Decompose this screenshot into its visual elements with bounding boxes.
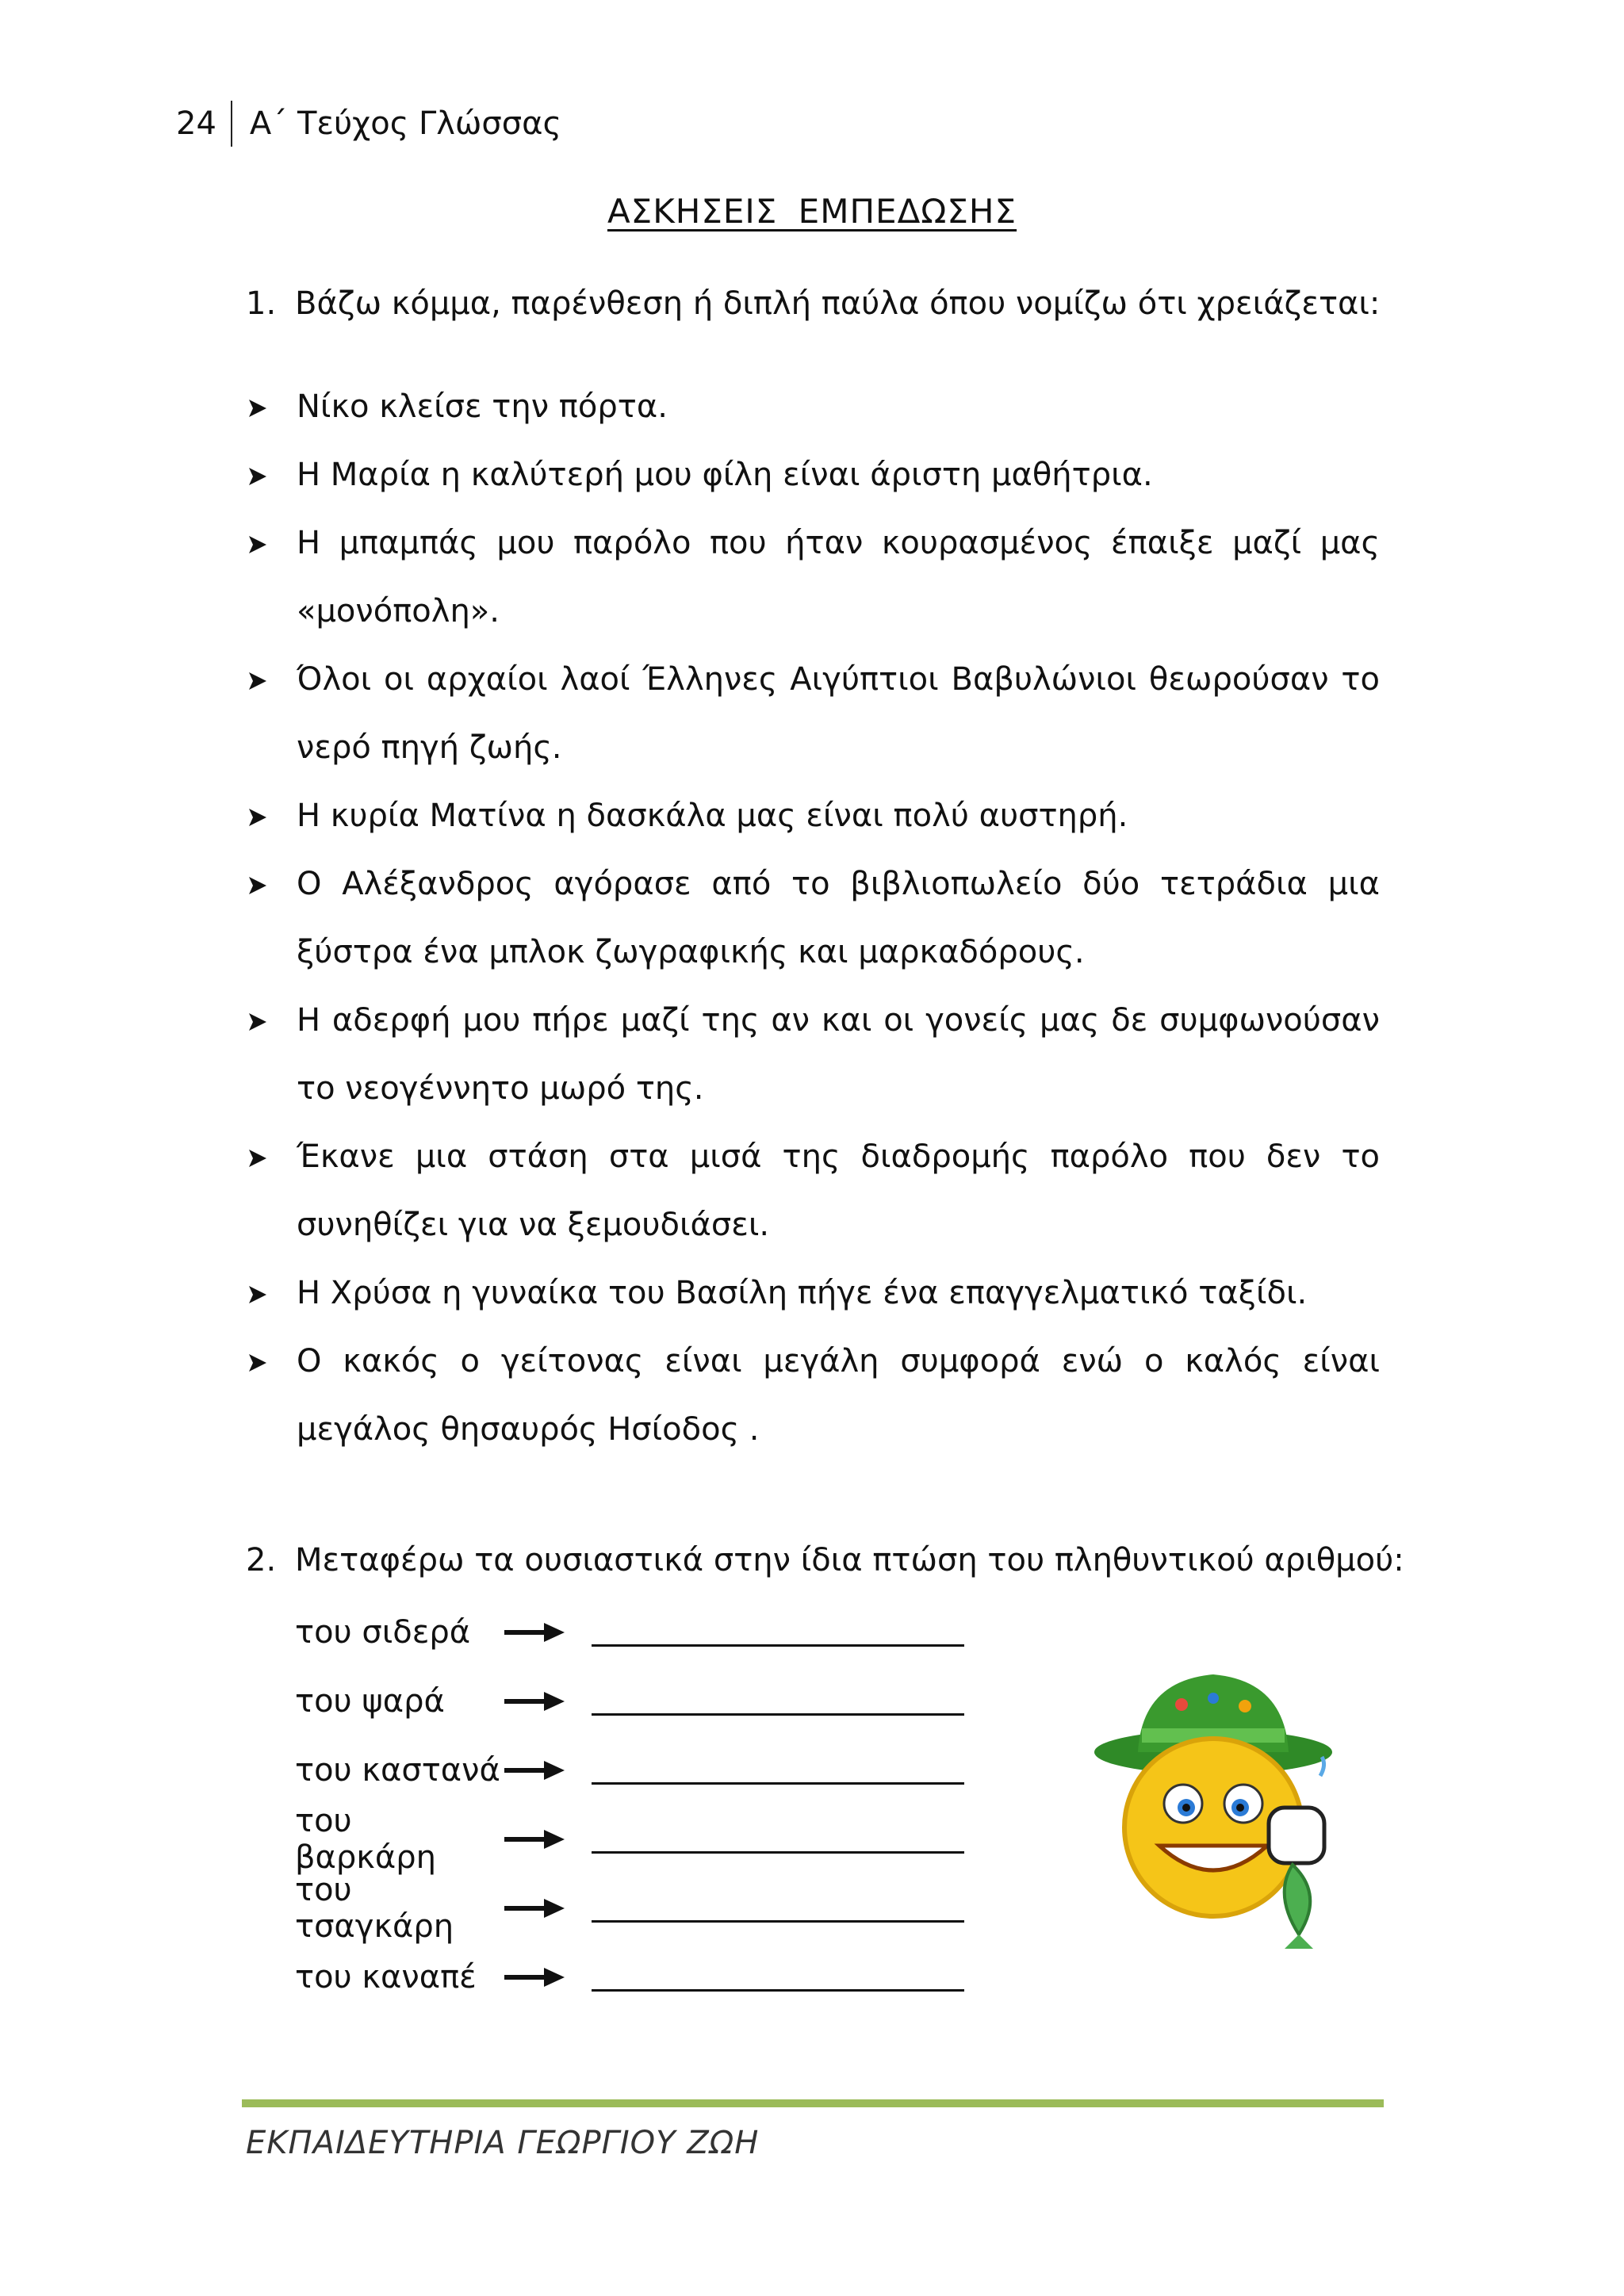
exercise-1-item	[246, 373, 1380, 441]
page-title: ΑΣΚΗΣΕΙΣ ΕΜΠΕΔΩΣΗΣ	[607, 192, 1017, 231]
exercise-1-item-text: Ο κακός ο γείτονας είναι μεγάλη συμφορά ενώ ο καλός είναι μεγάλος θησαυρός Ησίοδος .	[297, 1343, 1380, 1448]
page-number: 24	[176, 105, 216, 142]
exercise-2-word: του ψαρά	[295, 1682, 445, 1720]
exercise-2-number: 2.	[246, 1542, 277, 1578]
arrowhead-bullet-icon	[246, 1327, 297, 1464]
exercise-1-item	[246, 1123, 1380, 1259]
exercise-1-item-text: Η μπαμπάς μου παρόλο που ήταν κουρασμένος έπαιξε μαζί μας «μονόπολη».	[297, 525, 1380, 629]
exercise-1-item-text: Η Μαρία η καλύτερή μου φίλη είναι άριστη μαθήτρια.	[297, 457, 1153, 493]
arrowhead-bullet-icon	[246, 1259, 297, 1327]
exercise-2-row	[295, 1735, 964, 1804]
exercise-2-list	[295, 1598, 964, 2011]
arrowhead-bullet-icon	[246, 850, 297, 986]
exercise-1-item-text: Έκανε μια στάση στα μισά της διαδρομής παρόλο που δεν το συνηθίζει για να ξεμουδιάσει.	[297, 1138, 1380, 1243]
exercise-1-item-text: Η αδερφή μου πήρε μαζί της αν και οι γονείς μας δε συμφωνούσαν το νεογέννητο μωρό της.	[297, 1002, 1380, 1107]
exercise-1-item	[246, 1327, 1380, 1464]
exercise-2-word: του σιδερά	[295, 1613, 471, 1651]
arrowhead-bullet-icon	[246, 986, 297, 1123]
footer-rule	[242, 2099, 1384, 2107]
right-arrow-icon	[503, 1961, 566, 1993]
answer-blank-line[interactable]	[592, 1824, 964, 1854]
exercise-1-text: Βάζω κόμμα, παρένθεση ή διπλή παύλα όπου νομίζω ότι χρειάζεται:	[295, 285, 1381, 322]
exercise-1-item-text: Ο Αλέξανδρος αγόρασε από το βιβλιοπωλείο δύο τετράδια μια ξύστρα ένα μπλοκ ζωγραφικής και μαρκαδόρους.	[297, 866, 1380, 970]
right-arrow-icon	[503, 1755, 566, 1786]
header-separator	[231, 101, 232, 147]
footer-text: ΕΚΠΑΙΔΕΥΤΗΡΙΑ ΓΕΩΡΓΙΟΥ ΖΩΗ	[246, 2125, 760, 2161]
smiley-fisherman-icon	[1094, 1657, 1348, 1950]
right-arrow-icon	[503, 1892, 566, 1924]
page-header	[176, 101, 561, 146]
answer-blank-line[interactable]	[592, 1617, 964, 1647]
exercise-1-list	[246, 373, 1380, 1464]
arrowhead-bullet-icon	[246, 645, 297, 782]
exercise-2-word: του βαρκάρη	[295, 1802, 436, 1876]
exercise-2-word: του καστανά	[295, 1751, 500, 1789]
exercise-1-item-text: Η Χρύσα η γυναίκα του Βασίλη πήγε ένα επαγγελματικό ταξίδι.	[297, 1275, 1308, 1311]
exercise-1-item	[246, 986, 1380, 1123]
header-title: Α΄ Τεύχος Γλώσσας	[249, 105, 561, 142]
exercise-1-item	[246, 782, 1380, 850]
answer-blank-line[interactable]	[592, 1893, 964, 1923]
exercise-1-item	[246, 441, 1380, 509]
exercise-2-word: του καναπέ	[295, 1958, 477, 1996]
exercise-1-item-text: Η κυρία Ματίνα η δασκάλα μας είναι πολύ αυστηρή.	[297, 798, 1128, 834]
arrowhead-bullet-icon	[246, 509, 297, 645]
exercise-2-row	[295, 1598, 964, 1667]
arrowhead-bullet-icon	[246, 441, 297, 509]
exercise-2-instruction	[246, 1542, 1404, 1578]
right-arrow-icon	[503, 1686, 566, 1717]
exercise-1-instruction	[246, 285, 1380, 322]
exercise-2-row	[295, 1942, 964, 2011]
exercise-1-item-text: Όλοι οι αρχαίοι λαοί Έλληνες Αιγύπτιοι Βαβυλώνιοι θεωρούσαν το νερό πηγή ζωής.	[297, 661, 1380, 766]
answer-blank-line[interactable]	[592, 1962, 964, 1992]
answer-blank-line[interactable]	[592, 1686, 964, 1716]
arrowhead-bullet-icon	[246, 373, 297, 441]
exercise-1-item	[246, 509, 1380, 645]
exercise-2-row	[295, 1802, 964, 1876]
right-arrow-icon	[503, 1823, 566, 1855]
arrowhead-bullet-icon	[246, 782, 297, 850]
answer-blank-line[interactable]	[592, 1755, 964, 1785]
exercise-2-row	[295, 1667, 964, 1735]
exercise-1-item-text: Νίκο κλείσε την πόρτα.	[297, 388, 668, 425]
exercise-1-item	[246, 645, 1380, 782]
exercise-1-number: 1.	[246, 285, 277, 322]
exercise-1-item	[246, 850, 1380, 986]
exercise-2-word: του τσαγκάρη	[295, 1871, 454, 1945]
arrowhead-bullet-icon	[246, 1123, 297, 1259]
exercise-2-row	[295, 1871, 964, 1945]
exercise-1-item	[246, 1259, 1380, 1327]
right-arrow-icon	[503, 1617, 566, 1648]
exercise-2-text: Μεταφέρω τα ουσιαστικά στην ίδια πτώση του πληθυντικού αριθμού:	[295, 1542, 1404, 1578]
